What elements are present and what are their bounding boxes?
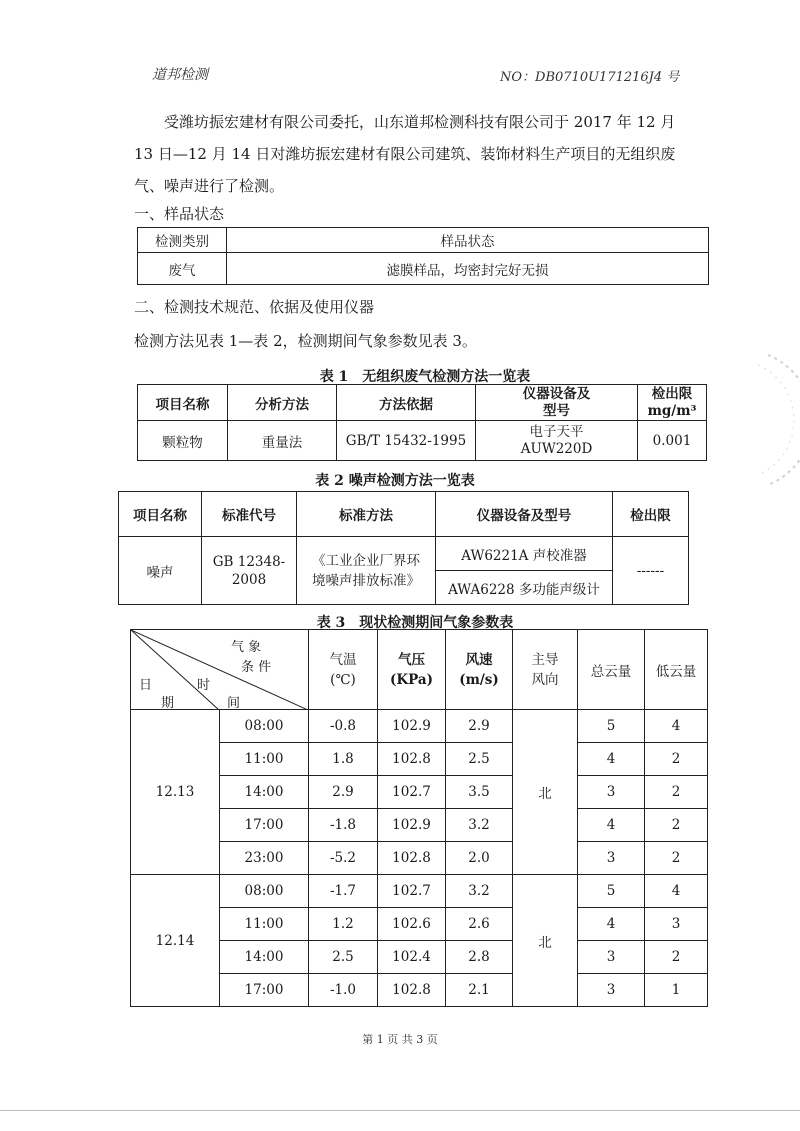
- t1-h-basis: 方法依据: [337, 385, 476, 421]
- method-table-1: [137, 384, 707, 461]
- section2-title: 二、检测技术规范、依据及使用仪器: [134, 298, 375, 316]
- t1-h-item: 项目名称: [138, 385, 228, 421]
- header-category: 检测类别: [138, 228, 227, 253]
- table2-caption: 表 2 噪声检测方法一览表: [315, 473, 475, 489]
- t3-corner-jian: 间: [227, 696, 241, 711]
- t3-h-direction-line1: 主导: [531, 651, 559, 668]
- t1-h-instrument-line2: 型号: [543, 402, 570, 419]
- t3-time: 23:00: [220, 842, 309, 875]
- t3-corner-ri: 日: [139, 678, 153, 693]
- t1-instrument-line1: 电子天平: [529, 423, 584, 440]
- t1-h-limit-unit: mg/m³: [647, 402, 697, 419]
- t3-temp: -5.2: [309, 842, 378, 875]
- t3-low-cloud: 2: [645, 776, 708, 809]
- t3-wind: 2.5: [446, 743, 513, 776]
- t3-total-cloud: 3: [578, 941, 645, 974]
- t3-pressure: 102.7: [378, 776, 446, 809]
- t3-direction: 北: [513, 710, 578, 875]
- t3-pressure: 102.8: [378, 974, 446, 1007]
- t2-h-instrument: 仪器设备及型号: [436, 492, 613, 537]
- t3-wind: 2.6: [446, 908, 513, 941]
- t3-low-cloud: 1: [645, 974, 708, 1007]
- t3-corner-qixiang: 气 象: [231, 640, 262, 655]
- t3-date: 12.14: [131, 875, 220, 1007]
- t3-pressure: 102.8: [378, 842, 446, 875]
- t3-h-wind-label: 风速: [465, 651, 493, 668]
- t1-h-instrument: [476, 385, 638, 421]
- t1-limit: 0.001: [638, 421, 707, 461]
- t3-h-wind: [446, 630, 513, 710]
- t1-item: 颗粒物: [138, 421, 228, 461]
- t3-low-cloud: 4: [645, 875, 708, 908]
- cell-category: 废气: [138, 253, 227, 285]
- t3-wind: 2.8: [446, 941, 513, 974]
- t3-h-low-cloud: 低云量: [645, 630, 708, 710]
- weather-table: [130, 629, 708, 1007]
- t2-limit: ------: [613, 537, 689, 605]
- t3-h-pressure-label: 气压: [398, 651, 425, 668]
- t3-time: 17:00: [220, 809, 309, 842]
- t3-low-cloud: 2: [645, 842, 708, 875]
- section1-title: 一、样品状态: [134, 205, 225, 223]
- t3-low-cloud: 3: [645, 908, 708, 941]
- table3-caption: 表 3 现状检测期间气象参数表: [316, 615, 514, 631]
- t3-time: 17:00: [220, 974, 309, 1007]
- t1-method: 重量法: [228, 421, 337, 461]
- t3-wind: 3.5: [446, 776, 513, 809]
- t3-pressure: 102.6: [378, 908, 446, 941]
- header-company: 道邦检测: [152, 67, 208, 83]
- t3-total-cloud: 4: [578, 743, 645, 776]
- t2-h-method: 标准方法: [297, 492, 436, 537]
- t3-low-cloud: 2: [645, 809, 708, 842]
- t2-h-limit: 检出限: [613, 492, 689, 537]
- t3-total-cloud: 4: [578, 809, 645, 842]
- t3-row: [131, 710, 708, 743]
- t3-corner-cell: [131, 630, 309, 710]
- sample-status-table: [137, 227, 709, 285]
- t3-corner-shi: 时: [197, 678, 211, 693]
- t3-pressure: 102.9: [378, 809, 446, 842]
- t3-time: 14:00: [220, 776, 309, 809]
- t2-item: 噪声: [119, 537, 202, 605]
- t3-temp: -1.8: [309, 809, 378, 842]
- t3-h-pressure: [378, 630, 446, 710]
- header-status: 样品状态: [227, 228, 709, 253]
- t3-wind: 3.2: [446, 809, 513, 842]
- t3-low-cloud: 2: [645, 743, 708, 776]
- t3-temp: -0.8: [309, 710, 378, 743]
- t3-direction: 北: [513, 875, 578, 1007]
- t3-corner-diagonals: [131, 630, 308, 710]
- t3-wind: 2.0: [446, 842, 513, 875]
- t3-wind: 2.9: [446, 710, 513, 743]
- t2-method: [297, 537, 436, 605]
- t3-time: 11:00: [220, 743, 309, 776]
- page-number: 第 1 页 共 3 页: [362, 1033, 438, 1046]
- method-table-2: [118, 491, 689, 605]
- report-number: NO：DB0710U171216J4 号: [500, 70, 680, 85]
- t1-basis: GB/T 15432-1995: [337, 421, 476, 461]
- t3-date: 12.13: [131, 710, 220, 875]
- t1-h-limit: [638, 385, 707, 421]
- t3-temp: 1.8: [309, 743, 378, 776]
- t2-method-line1: 《工业企业厂界环: [312, 552, 420, 569]
- t3-wind: 3.2: [446, 875, 513, 908]
- t3-time: 08:00: [220, 875, 309, 908]
- t2-h-code: 标准代号: [202, 492, 297, 537]
- intro-paragraph: 受潍坊振宏建材有限公司委托，山东道邦检测科技有限公司于 2017 年 12 月 13 日—12 月 14 日对潍坊振宏建材有限公司建筑、装饰材料生产项目的无组织废气、噪声进行了检测。: [134, 113, 676, 195]
- t3-pressure: 102.7: [378, 875, 446, 908]
- t3-low-cloud: 4: [645, 710, 708, 743]
- table1-caption: 表 1 无组织废气检测方法一览表: [319, 369, 531, 385]
- seal-stamp-fragment: [738, 345, 800, 495]
- t1-instrument-line2: AUW220D: [520, 440, 593, 457]
- t3-total-cloud: 3: [578, 776, 645, 809]
- t3-total-cloud: 3: [578, 974, 645, 1007]
- t2-code-line1: GB 12348-: [212, 553, 286, 570]
- bottom-rule: [0, 1110, 800, 1111]
- t2-code-line2: 2008: [231, 571, 267, 588]
- t2-instrument-2: AWA6228 多功能声级计: [436, 571, 613, 605]
- t2-instrument-1: AW6221A 声校准器: [436, 537, 613, 571]
- t3-h-total-cloud: 总云量: [578, 630, 645, 710]
- t3-temp: 2.5: [309, 941, 378, 974]
- t1-h-limit-line1: 检出限: [651, 385, 693, 402]
- cell-status: 滤膜样品，均密封完好无损: [227, 253, 709, 285]
- t3-pressure: 102.8: [378, 743, 446, 776]
- t3-row: [131, 875, 708, 908]
- t3-wind: 2.1: [446, 974, 513, 1007]
- t2-code: [202, 537, 297, 605]
- t2-h-item: 项目名称: [119, 492, 202, 537]
- t3-pressure: 102.9: [378, 710, 446, 743]
- t3-temp: 2.9: [309, 776, 378, 809]
- t3-h-direction-line2: 风向: [531, 671, 559, 688]
- t3-total-cloud: 4: [578, 908, 645, 941]
- t3-time: 08:00: [220, 710, 309, 743]
- t1-instrument: [476, 421, 638, 461]
- t3-low-cloud: 2: [645, 941, 708, 974]
- t3-temp: 1.2: [309, 908, 378, 941]
- t3-pressure: 102.4: [378, 941, 446, 974]
- t3-time: 14:00: [220, 941, 309, 974]
- t3-h-temp-label: 气温: [329, 651, 357, 668]
- t3-temp: -1.7: [309, 875, 378, 908]
- t3-total-cloud: 3: [578, 842, 645, 875]
- t3-h-wind-unit: (m/s): [459, 671, 499, 688]
- t3-corner-tiaojian: 条 件: [241, 660, 272, 675]
- t3-h-pressure-unit: (KPa): [389, 671, 434, 688]
- section2-note: 检测方法见表 1—表 2，检测期间气象参数见表 3。: [134, 332, 477, 350]
- t3-corner-qi: 期: [161, 696, 175, 711]
- t3-temp: -1.0: [309, 974, 378, 1007]
- t1-h-instrument-line1: 仪器设备及: [522, 385, 591, 402]
- t3-h-direction: [513, 630, 578, 710]
- t3-total-cloud: 5: [578, 710, 645, 743]
- t3-h-temp-unit: (℃): [330, 671, 356, 688]
- t3-total-cloud: 5: [578, 875, 645, 908]
- t1-h-method: 分析方法: [228, 385, 337, 421]
- t2-method-line2: 境噪声排放标准》: [312, 572, 420, 589]
- t3-time: 11:00: [220, 908, 309, 941]
- t3-h-temp: [309, 630, 378, 710]
